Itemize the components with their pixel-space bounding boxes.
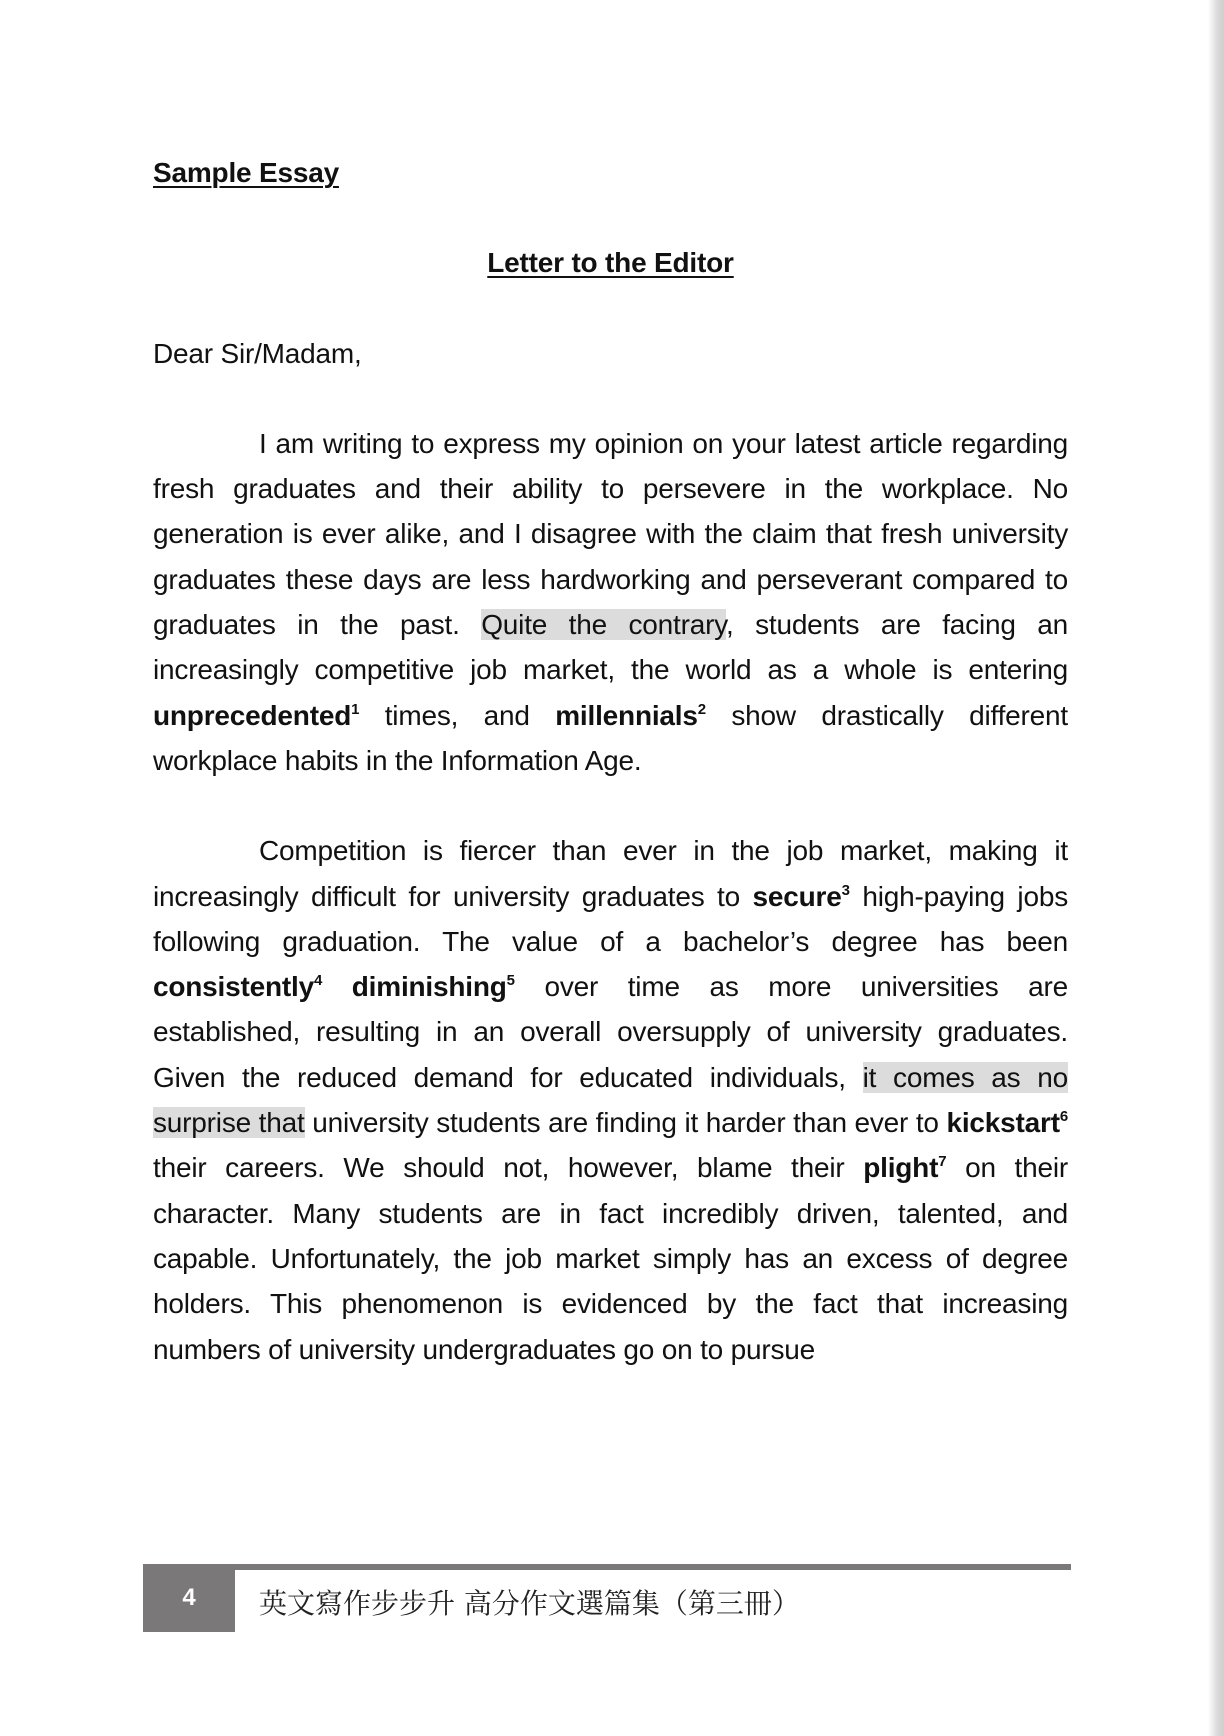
- vocab-word: diminishing: [351, 971, 507, 1003]
- vocab-word: plight: [863, 1152, 939, 1184]
- footer-rule: [233, 1564, 1071, 1570]
- paragraph-text: their careers. We should not, however, blame their: [153, 1152, 864, 1184]
- vocab-word: kickstart: [946, 1107, 1060, 1139]
- salutation: Dear Sir/Madam,: [153, 337, 362, 369]
- paragraph-text: on their character. Many students are in fact incredibly driven, talented, and capable. Unfortunately, the job market simply has an excess of degree holders. This phenomenon is evidenced by the fact that increasing numbers of university undergraduates go on to pursue: [153, 1152, 1069, 1365]
- essay-body: [153, 150, 1068, 1372]
- vocab-footnote-number: 6: [1059, 1108, 1069, 1126]
- vocab-footnote-number: 7: [938, 1153, 947, 1171]
- vocab-footnote-number: 1: [351, 700, 360, 718]
- paragraph-text: , students are facing an increasingly competitive job market, the world as a whole is entering: [153, 609, 1068, 686]
- vocab-footnote-number: 2: [697, 700, 706, 718]
- paragraph-2: [153, 828, 1068, 1372]
- paragraph-text: show drastically different workplace habits in the Information Age.: [153, 699, 1068, 776]
- essay-title: Letter to the Editor: [487, 247, 734, 279]
- page-edge-shadow: [1208, 0, 1224, 1736]
- paragraph-text: over time as more universities are established, resulting in an overall oversupply of university graduates. Given the reduced demand for educated individuals,: [153, 971, 1068, 1093]
- vocab-footnote-number: 4: [313, 972, 323, 990]
- page-footer: [143, 1564, 1071, 1632]
- vocab-word: unprecedented: [153, 699, 352, 731]
- vocab-word: consistently: [153, 971, 314, 1003]
- paragraph-text: university students are finding it harder than ever to: [304, 1107, 947, 1139]
- paragraph-text: high-paying jobs following graduation. The value of a bachelor’s degree has been: [153, 880, 1068, 957]
- vocab-footnote-number: 5: [506, 972, 515, 990]
- paragraph-text: times, and: [359, 699, 556, 731]
- vocab-word: millennials: [555, 699, 698, 731]
- section-heading: Sample Essay: [153, 157, 339, 188]
- vocab-word: secure: [752, 880, 842, 912]
- highlighted-phrase: it comes as no surprise that: [153, 1061, 1068, 1139]
- paragraph-text: Competition is fiercer than ever in the job market, making it increasingly difficult for university graduates to: [153, 835, 1068, 912]
- paragraph-1: [153, 421, 1068, 783]
- book-title: 英文寫作步步升 高分作文選篇集（第三冊）: [259, 1587, 800, 1620]
- page-number: 4: [143, 1564, 235, 1632]
- paragraph-text: [322, 971, 352, 1002]
- highlighted-phrase: Quite the contrary: [481, 609, 726, 641]
- vocab-footnote-number: 3: [841, 881, 850, 899]
- paragraph-text: I am writing to express my opinion on your latest article regarding fresh graduates and their ability to persevere in the workplace. No generation is ever alike, and I disagree with the claim that fresh university graduates these days are less hardworking and perseverant compared to graduates in the past.: [153, 427, 1068, 641]
